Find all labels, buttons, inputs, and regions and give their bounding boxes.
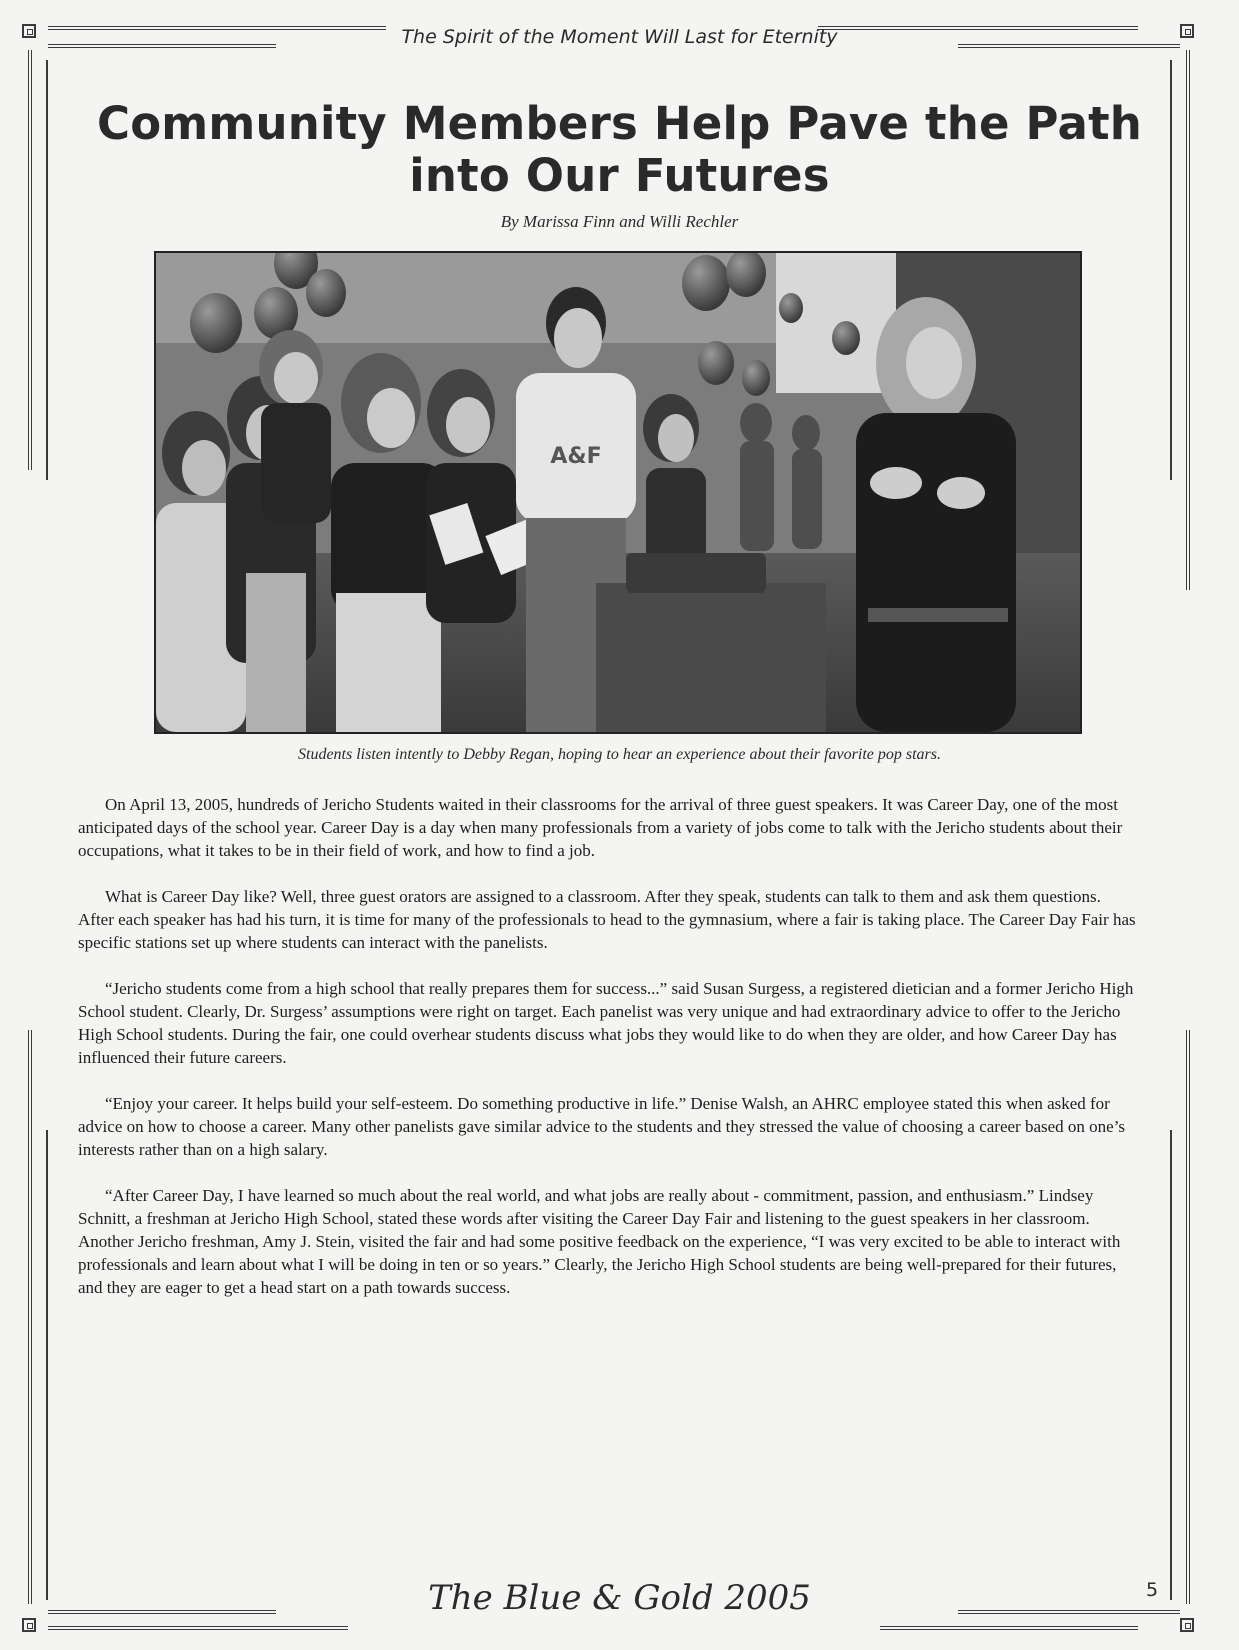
career-day-photo-illustration <box>156 253 1080 732</box>
article-photo <box>154 251 1082 734</box>
article-body <box>78 793 1136 1322</box>
article-paragraph: “Enjoy your career. It helps build your self-esteem. Do something productive in life.” Denise Walsh, an AHRC employee stated this when asked for advice on how to choose a career. Many other panelists gave similar advice to the students and they stressed the value of choosing a career based on one’s interests rather than on a high salary. <box>78 1094 1126 1159</box>
frame-corner-bottom-left <box>22 1618 36 1632</box>
article-paragraph: “After Career Day, I have learned so much about the real world, and what jobs are really about - commitment, passion, and enthusiasm.” Lindsey Schnitt, a freshman at Jericho High School, stated these words after visiting the Career Day Fair and listening to the guest speakers in her classroom. Another Jericho freshman, Amy J. Stein, visited the fair and had some positive feedback on the experience, “I was very excited to be able to interact with professionals and learn about what I will be doing in ten or so years.” Clearly, the Jericho High School students are being well-prepared for their futures, and they are eager to get a head start on a path towards success. <box>78 1186 1121 1297</box>
frame-rule-bottom-right-outer <box>880 1626 1138 1630</box>
frame-rule-left-top <box>28 50 32 470</box>
running-head: The Spirit of the Moment Will Last for Eternity <box>401 26 838 48</box>
article-paragraph: What is Career Day like? Well, three guest orators are assigned to a classroom. After they speak, students can talk to them and ask them questions. After each speaker has had his turn, it is time for many of the professionals to head to the gymnasium, where a fair is taking place. The Career Day Fair has specific stations set up where students can interact with the panelists. <box>78 887 1136 952</box>
frame-corner-bottom-right <box>1180 1618 1194 1632</box>
frame-rule-right-bottom <box>1186 1030 1190 1604</box>
page-number: 5 <box>1146 1579 1159 1601</box>
article-paragraph: “Jericho students come from a high school that really prepares them for success...” said Susan Surgess, a registered dietician and a former Jericho High School student. Clearly, Dr. Surgess’ assumptions were right on target. Each panelist was very unique and had extraordinary advice to offer to the Jericho High School students. During the fair, one could overhear students discuss what jobs they would like to do when they are older, and how Career Day has influenced their future careers. <box>78 979 1134 1067</box>
frame-rule-bottom-left-outer <box>48 1626 348 1630</box>
frame-rule-right-bottom-inner <box>1170 1130 1172 1600</box>
article-byline: By Marissa Finn and Willi Rechler <box>500 212 739 231</box>
shirt-logo: A&F <box>550 444 602 469</box>
article-title: Community Members Help Pave the Path into Our Futures <box>96 97 1143 202</box>
frame-rule-left-bottom <box>28 1030 32 1604</box>
publication-title: The Blue & Gold 2005 <box>428 1578 811 1618</box>
article-paragraph: On April 13, 2005, hundreds of Jericho Students waited in their classrooms for the arrival of three guest speakers. It was Career Day, one of the most anticipated days of the school year. Career Day is a day when many professionals from a variety of jobs come to talk with the Jericho students about their occupations, what it takes to be in their field of work, and how to find a job. <box>78 795 1123 860</box>
photo-caption: Students listen intently to Debby Regan, hoping to hear an experience about their favorite pop stars. <box>298 746 941 763</box>
frame-rule-left-bottom-inner <box>46 1130 48 1600</box>
